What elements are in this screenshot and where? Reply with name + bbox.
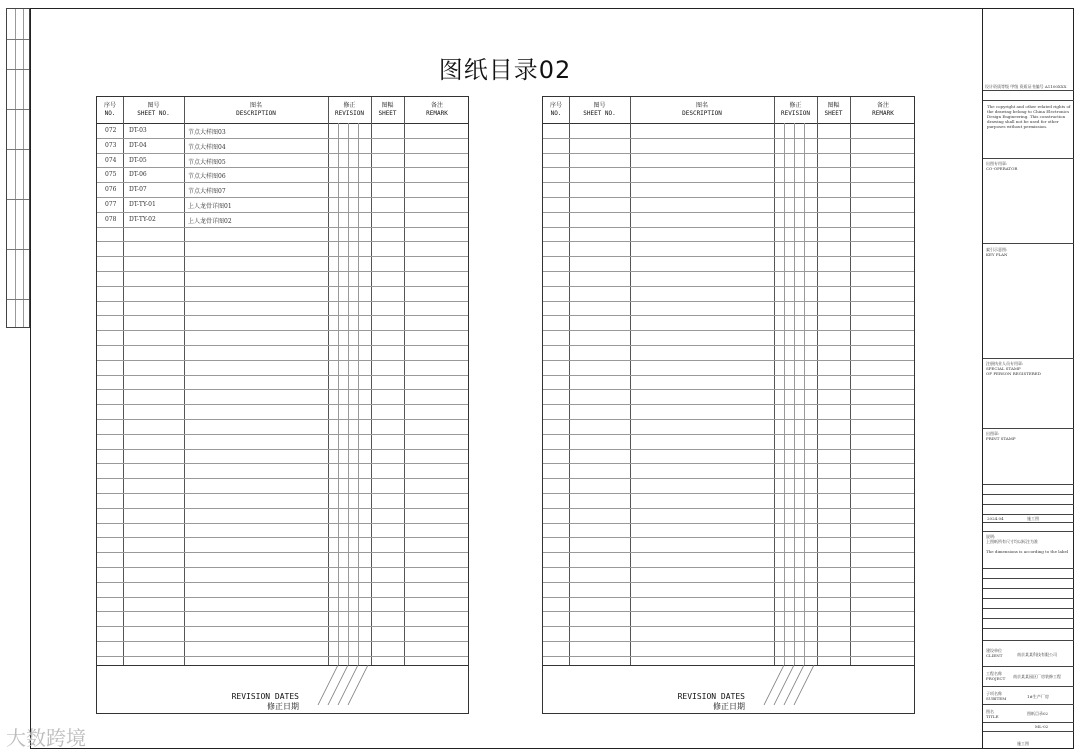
cell-desc: 节点大样图03: [188, 129, 226, 136]
certificate-number: A1100XXX: [1044, 84, 1067, 89]
table-row-line: [543, 567, 914, 568]
table-row-line: [97, 330, 468, 331]
title-block-rule: [983, 568, 1074, 569]
table-row-line: [97, 389, 468, 390]
cell-no: 078: [105, 215, 117, 223]
cell-sheet: DT-07: [129, 186, 147, 194]
cell-no: 072: [105, 127, 117, 134]
strip-row: [7, 199, 29, 200]
cooperator-label-en: CO-OPERATOR: [986, 166, 1018, 171]
cell-no: 074: [105, 156, 117, 164]
cell-sheet: DT-04: [129, 141, 147, 149]
strip-row: [7, 69, 29, 70]
strip-divider: [15, 9, 16, 327]
table-row-line: [543, 138, 914, 139]
table-row-line: [97, 641, 468, 642]
drawing-title-label-en: TITLE: [986, 714, 999, 719]
table-row-line: [543, 301, 914, 302]
drawing-stage: 施工图: [1017, 741, 1029, 746]
table-row-line: [543, 389, 914, 390]
table-row-line: [97, 286, 468, 287]
drawing-number: ML-02: [1035, 724, 1049, 729]
page-title: 图纸目录02: [438, 56, 572, 84]
column-header: [123, 97, 184, 123]
revision-subdivider: [794, 123, 795, 665]
column-header-cn: 图号: [593, 102, 606, 109]
table-row-line: [543, 271, 914, 272]
table-row-line: [97, 182, 468, 183]
title-block-rule: [983, 158, 1074, 159]
table-row-line: [543, 153, 914, 154]
table-row-line: [543, 478, 914, 479]
column-header-en: NO.: [550, 110, 562, 117]
revision-subdivider: [784, 123, 785, 665]
strip-row: [7, 149, 29, 150]
column-header: [817, 97, 850, 123]
revision-diagonals: [312, 665, 372, 715]
title-block-rule: [983, 618, 1074, 619]
left-approval-strip: [6, 8, 30, 328]
title-block-rule: [983, 722, 1074, 723]
revision-diagonals: [758, 665, 818, 715]
qualification-tags: [985, 84, 1073, 89]
table-row-line: [97, 582, 468, 583]
table-row-line: [97, 656, 468, 657]
diagonal-line: [318, 665, 338, 705]
drawing-index-table-left: [96, 96, 469, 714]
title-block-rule: [983, 578, 1074, 579]
table-row-line: [543, 641, 914, 642]
drawing-title: 图纸目录02: [1027, 711, 1049, 716]
table-row-line: [543, 256, 914, 257]
column-header-en: REMARK: [872, 110, 894, 117]
strip-row: [7, 109, 29, 110]
certificate-label: 资质证书编号: [1019, 84, 1044, 89]
table-row-line: [543, 508, 914, 509]
column-header-cn: 图名: [695, 102, 708, 109]
table-row-line: [543, 315, 914, 316]
table-bottom-rule: [543, 665, 914, 666]
column-header-cn: 序号: [549, 102, 562, 109]
column-header-en: DESCRIPTION: [236, 110, 276, 117]
column-header-cn: 序号: [103, 102, 116, 109]
revision-subdivider: [804, 123, 805, 665]
table-row-line: [543, 286, 914, 287]
column-header-en: NO.: [104, 110, 116, 117]
drawing-title-label: 图名: [986, 709, 994, 714]
title-block-rule: [983, 686, 1074, 687]
title-block-rule: [983, 608, 1074, 609]
table-row-line: [97, 493, 468, 494]
table-row-line: [543, 182, 914, 183]
special-stamp-label-en: SPECIAL STAMP: [986, 366, 1021, 371]
title-block: [982, 8, 1074, 749]
column-header-en: REMARK: [426, 110, 448, 117]
title-block-rule: [983, 358, 1074, 359]
notes-en: The dimensions is according to the label: [986, 549, 1069, 554]
table-row-line: [97, 212, 468, 213]
column-header-cn: 图幅: [827, 102, 840, 109]
table-row-line: [97, 463, 468, 464]
title-block-rule: [983, 100, 1074, 101]
table-row-line: [97, 419, 468, 420]
table-row-line: [97, 153, 468, 154]
cell-no: 076: [105, 186, 117, 194]
table-row-line: [97, 241, 468, 242]
revision-subdivider: [338, 123, 339, 665]
cell-sheet: DT-TY-01: [129, 201, 156, 208]
table-row-line: [543, 611, 914, 612]
diagonal-line: [338, 665, 358, 705]
strip-row: [7, 299, 29, 300]
cell-sheet: DT-03: [129, 127, 147, 134]
column-header: [328, 97, 371, 123]
table-row-line: [97, 315, 468, 316]
title-block-rule: [983, 514, 1074, 515]
column-header: [184, 97, 328, 123]
client-name: 南京某某科技有限公司: [1017, 652, 1057, 657]
cell-desc: 节点大样图05: [188, 158, 226, 166]
column-header-en: SHEET NO.: [583, 110, 616, 117]
table-row-line: [543, 656, 914, 657]
table-row-line: [543, 449, 914, 450]
key-plan-label-en: KEY PLAN: [986, 252, 1008, 257]
special-stamp-label-en2: OF PERSON REGISTERED: [986, 371, 1041, 376]
table-row-line: [97, 508, 468, 509]
table-row-line: [97, 197, 468, 198]
revision-dates-en: REVISION DATES: [231, 692, 299, 701]
cell-desc: 上人龙骨详图01: [188, 203, 232, 210]
subitem-label: 子项名称: [986, 691, 1002, 696]
project-label-en: PROJECT: [986, 676, 1006, 681]
column-header: [850, 97, 916, 123]
table-row-line: [97, 375, 468, 376]
table-row-line: [97, 301, 468, 302]
column-header-en: DESCRIPTION: [682, 110, 722, 117]
table-row-line: [543, 523, 914, 524]
column-header: [371, 97, 404, 123]
table-row-line: [543, 197, 914, 198]
title-block-rule: [983, 731, 1074, 732]
table-row-line: [543, 434, 914, 435]
title-block-rule: [983, 598, 1074, 599]
drawing-index-table-right: [542, 96, 915, 714]
table-row-line: [543, 493, 914, 494]
column-header-en: SHEET: [378, 110, 397, 117]
cell-sheet: DT-06: [129, 171, 147, 179]
notes-cn: 上图纸所有尺寸均以标注为准: [986, 539, 1038, 544]
client-label: 建设单位: [986, 648, 1002, 653]
table-row-line: [97, 256, 468, 257]
table-row-line: [97, 611, 468, 612]
column-header: [569, 97, 630, 123]
table-row-line: [543, 360, 914, 361]
column-header: [543, 97, 569, 123]
diagonal-line: [784, 665, 804, 705]
key-plan-label: 索引示意图:: [986, 247, 1008, 252]
cell-desc: 上人龙骨详图02: [188, 217, 232, 225]
column-header-cn: 图号: [147, 102, 160, 109]
column-header-en: SHEET: [824, 110, 843, 117]
project-name: 南京某某园区厂房装修工程: [1013, 674, 1061, 679]
title-block-rule: [983, 504, 1074, 505]
diagonal-line: [774, 665, 794, 705]
print-stamp-label: 出图章:: [986, 431, 1000, 436]
column-header-cn: 修正: [343, 102, 356, 109]
table-row-line: [97, 523, 468, 524]
table-row-line: [97, 434, 468, 435]
subitem-label-en: SUBITEM: [986, 696, 1007, 701]
diagonal-line: [794, 665, 814, 705]
revision-dates-cn: 修正日期: [267, 702, 299, 711]
table-row-line: [97, 360, 468, 361]
copyright-note: The copyright and other related rights of the drawing belong to China Electronics Design Engineering. This construction drawing shall not be used for other purposes without permission.: [987, 104, 1071, 129]
table-row-line: [543, 626, 914, 627]
table-row-line: [543, 167, 914, 168]
title-block-rule: [983, 666, 1074, 667]
column-header-cn: 备注: [430, 102, 443, 109]
table-row-line: [543, 419, 914, 420]
revision-subdivider: [358, 123, 359, 665]
column-header: [404, 97, 470, 123]
table-row-line: [97, 567, 468, 568]
table-bottom-rule: [97, 665, 468, 666]
cell-no: 075: [105, 171, 117, 179]
revision-subdivider: [348, 123, 349, 665]
table-row-line: [97, 626, 468, 627]
cell-sheet: DT-TY-02: [129, 215, 156, 223]
table-row-line: [543, 463, 914, 464]
subitem-name: 1#生产厂房: [1027, 694, 1049, 699]
title-block-rule: [983, 628, 1074, 629]
cell-no: 077: [105, 201, 117, 208]
cooperator-label: 出图专用章:: [986, 161, 1008, 166]
revision-dates-en: REVISION DATES: [677, 692, 745, 701]
table-row-line: [97, 227, 468, 228]
diagonal-line: [764, 665, 784, 705]
title-block-rule: [983, 494, 1074, 495]
project-label: 工程名称: [986, 671, 1002, 676]
table-row-line: [97, 167, 468, 168]
client-label-en: CLIENT: [986, 653, 1003, 658]
table-row-line: [97, 345, 468, 346]
revision-dates-cn: 修正日期: [713, 702, 745, 711]
table-row-line: [543, 404, 914, 405]
column-header: [774, 97, 817, 123]
issue-stage: 施工图: [1027, 516, 1039, 521]
table-row-line: [543, 375, 914, 376]
strip-divider: [23, 9, 24, 327]
strip-row: [7, 249, 29, 250]
diagonal-line: [348, 665, 368, 705]
table-row-line: [543, 552, 914, 553]
title-block-rule: [983, 90, 1074, 91]
issue-date: 2024.04: [987, 516, 1004, 521]
table-row-line: [543, 597, 914, 598]
table-row-line: [97, 597, 468, 598]
title-block-rule: [983, 588, 1074, 589]
cell-desc: 节点大样图07: [188, 188, 226, 196]
watermark: 大数跨境: [6, 726, 86, 750]
column-header-en: SHEET NO.: [137, 110, 170, 117]
revision-dates-label: [207, 692, 299, 712]
qualification-grade: 甲级: [1010, 84, 1019, 89]
column-header-cn: 图幅: [381, 102, 394, 109]
title-block-rule: [983, 640, 1074, 641]
table-row-line: [97, 404, 468, 405]
table-row-line: [97, 138, 468, 139]
table-row-line: [543, 330, 914, 331]
table-row-line: [543, 227, 914, 228]
table-row-line: [543, 241, 914, 242]
title-block-rule: [983, 522, 1074, 523]
diagonal-line: [328, 665, 348, 705]
column-header-cn: 图名: [249, 102, 262, 109]
title-block-rule: [983, 484, 1074, 485]
title-block-rule: [983, 531, 1074, 532]
table-row-line: [543, 537, 914, 538]
column-header-cn: 修正: [789, 102, 802, 109]
title-block-rule: [983, 428, 1074, 429]
notes-label: 说明:: [986, 534, 996, 539]
table-row-line: [97, 552, 468, 553]
table-row-line: [97, 271, 468, 272]
column-header-en: REVISION: [335, 110, 364, 117]
table-row-line: [97, 478, 468, 479]
revision-dates-label: [653, 692, 745, 712]
strip-row: [7, 39, 29, 40]
table-row-line: [543, 582, 914, 583]
title-block-rule: [983, 243, 1074, 244]
title-block-rule: [983, 704, 1074, 705]
cell-sheet: DT-05: [129, 156, 147, 164]
column-header: [97, 97, 123, 123]
table-row-line: [543, 345, 914, 346]
column-header-en: REVISION: [781, 110, 810, 117]
cell-no: 073: [105, 141, 117, 149]
table-row-line: [97, 449, 468, 450]
qualification-label: 设计资质等级: [985, 84, 1009, 89]
table-row-line: [97, 537, 468, 538]
cell-desc: 节点大样图04: [188, 143, 226, 151]
print-stamp-label-en: PRINT STAMP: [986, 436, 1016, 441]
table-row-line: [543, 212, 914, 213]
special-stamp-label: 注册执业人员专用章:: [986, 361, 1024, 366]
column-header-cn: 备注: [876, 102, 889, 109]
cell-desc: 节点大样图06: [188, 173, 226, 181]
column-header: [630, 97, 774, 123]
